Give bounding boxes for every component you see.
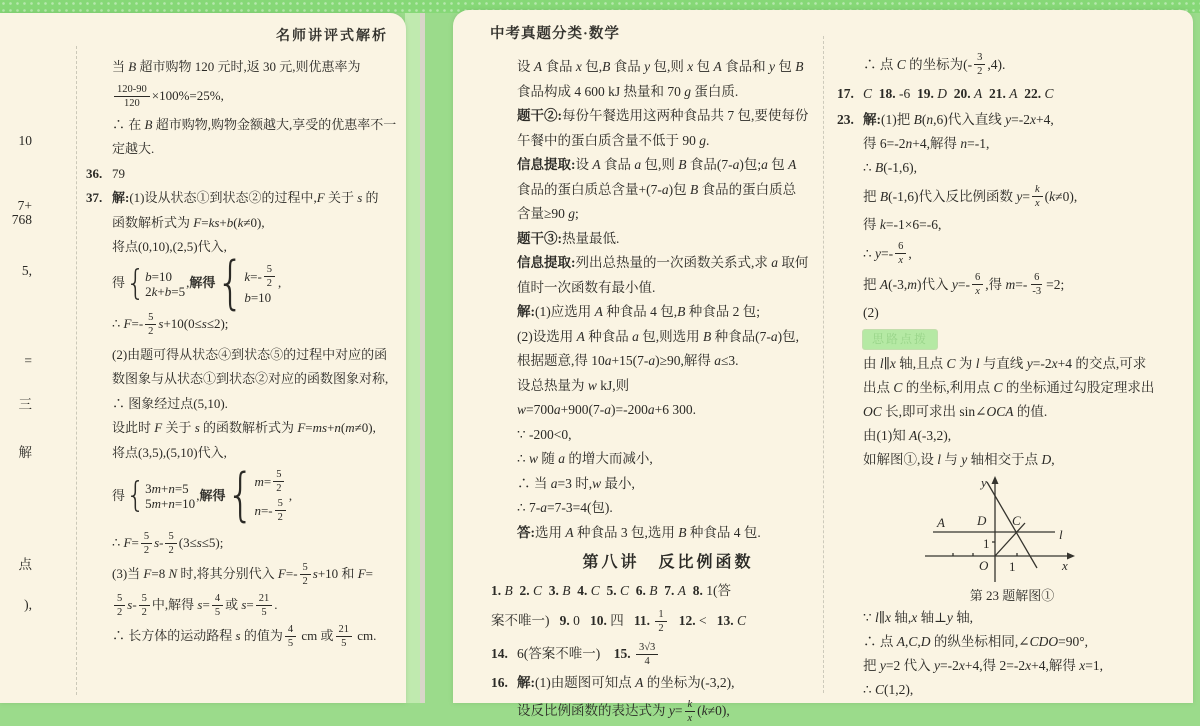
text-line: ∴ 图象经过点(5,10).	[112, 395, 228, 411]
text-line: 题干②: 每份午餐选用这两种食品共 7 包,要使每份	[517, 108, 809, 123]
text-line: 食品构成 4 600 kJ 热量和 70 g 蛋白质.	[517, 83, 739, 99]
x-axis-arrow	[1067, 553, 1075, 560]
margin-fragment: 解	[18, 445, 32, 460]
text-line: 23. 解: (1)把 B ( n ,6)代入直线 y =-2 x +4,	[837, 112, 1054, 127]
margin-fragment: 768	[11, 212, 32, 227]
margin-fragment: 7+	[17, 198, 32, 213]
text-line: 食品的蛋白质总含量+(7- a )包 B 食品的蛋白质总	[517, 181, 797, 197]
label-line-l: l	[1059, 527, 1063, 542]
label-x-axis: x	[1062, 558, 1068, 573]
text-line: ∴ 当 a =3 时, w 最小,	[517, 475, 635, 491]
text-line: 定越大.	[112, 141, 155, 156]
text-line: $\frac{5}{2}$ s - $\frac{5}{2}$ 中,解得 s = $\frac{4}{5}$ 或 s = $\frac{21}{5}$ .	[86, 591, 402, 620]
right-column	[837, 50, 1187, 702]
text-line: ∵ -200<0,	[517, 426, 572, 442]
label-point-D: D	[977, 513, 987, 528]
text-line: 题干③: 热量最低.	[517, 230, 620, 246]
right-page-header: 中考真题分类·数学	[490, 26, 620, 42]
text-line: 得 k =-1×6=-6,	[863, 217, 942, 232]
text-line: 案不唯一) 9. 0 10. 四 11. $\frac{1}{2}$ 12. < 13. C	[491, 608, 747, 634]
right-page	[453, 10, 1193, 724]
text-line: 1. B 2. C 3. B 4. C 5. C 6. B 7. A 8. 1(答	[491, 583, 732, 598]
text-line: ∵ l ∥ x 轴, x 轴⊥ y 轴,	[863, 610, 974, 625]
text-line: ∴ 在 B 超市购物,购物金额越大,享受的优惠率不一	[112, 116, 397, 132]
text-line: 信息提取: 设 A 食品 a 包,则 B 食品(7- a )包; a 包 A	[517, 157, 797, 172]
text-line: 14. 6(答案不唯一) 15. $\frac{3√3}{4}$	[491, 640, 845, 669]
label-origin: O	[979, 558, 989, 573]
text-line: 将点(3,5),(5,10)代入,	[112, 444, 227, 460]
text-line: 37. 解: (1)设从状态①到状态②的过程中, F 关于 s 的	[86, 190, 379, 205]
text-line: 得 6=-2 n +4,解得 n =-1,	[863, 136, 990, 151]
text-line: 函数解析式为 F = ks + b ( k ≠0),	[112, 214, 265, 230]
margin-fragment: 5,	[21, 263, 32, 278]
text-line: 出点 C 的坐标,利用点 C 的坐标通过勾股定理求出	[863, 380, 1155, 395]
margin-fragment: 10	[18, 133, 32, 148]
text-line: 设总热量为 w kJ ,则	[517, 377, 630, 393]
right-column-top-text	[837, 50, 1187, 325]
text-line: ∴ 长方体的运动路程 s 的值为 $\frac{4}{5}$ cm 或 $\frac{21}{5}$ cm .	[112, 624, 377, 649]
left-column-divider	[76, 46, 77, 695]
text-line: OC 长,即可求出 sin ∠ OCA 的值.	[863, 404, 1048, 419]
text-line: 信息提取: 列出总热量的一次函数关系式,求 a 取何	[517, 255, 809, 270]
text-line: 值时一次函数有最小值.	[517, 279, 656, 295]
page-spine-line	[420, 13, 425, 703]
text-line: $\frac{120-90}{120}$ ×100%=25%,	[86, 82, 402, 111]
text-line: 设反比例函数的表达式为 y = $\frac{k}{x}$ ( k ≠0),	[517, 699, 730, 724]
label-point-C: C	[1012, 513, 1021, 528]
text-line: ∴ 7- a =7-3=4(包).	[517, 500, 613, 515]
text-line: 16. 解: (1)由题图可知点 A 的坐标为(-3,2),	[491, 674, 735, 690]
text-line: 将点(0,10),(2,5)代入,	[112, 239, 227, 254]
text-line: 把 A (-3, m )代入 y =- $\frac{6}{x}$ ,得 m =- $\frac{6}{-3}$ =2;	[863, 272, 1065, 297]
text-line: 答: 选用 A 种食品 3 包,选用 B 种食品 4 包.	[517, 524, 761, 540]
text-line: 17. C 18. -6 19. D 20. A 21. A 22. C	[837, 86, 1054, 101]
spine-light-strip	[405, 13, 420, 703]
text-line: 由(1)知 A (-3,2),	[863, 428, 952, 443]
figure-23-coordinate-plot	[917, 474, 1107, 586]
section-heading: 第八讲 反比例函数	[582, 554, 754, 571]
strategy-badge-label: 思路点拨	[871, 332, 928, 346]
left-page-header: 名师讲评式解析	[276, 29, 388, 44]
label-y-1: 1	[983, 536, 990, 551]
text-line: ∴ B (-1,6),	[863, 160, 917, 175]
text-line: 36. 79	[86, 165, 125, 181]
margin-fragment: =	[24, 353, 32, 368]
text-line: (2)	[863, 305, 879, 320]
text-line: 根据题意,得 10 a +15(7- a )≥90,解得 a ≤3.	[517, 353, 739, 368]
text-line: 午餐中的蛋白质含量不低于 90 g .	[517, 132, 710, 148]
text-line: (3)当 F =8 N 时,将其分别代入 F =- $\frac{5}{2}$ s +10 和 F =	[112, 562, 373, 587]
figure-23-caption: 第 23 题解图①	[969, 588, 1055, 603]
middle-column	[491, 55, 845, 726]
text-line: 得 { b =10 2 k + b =5 , 解得 { k =- $\frac{5}{2}$ b =10 ,	[112, 249, 282, 316]
margin-fragment: ),	[24, 597, 32, 612]
figure-23-wrapper	[837, 474, 1187, 586]
right-column-bottom-text	[837, 606, 1187, 702]
text-line: ∴ y =- $\frac{6}{x}$ ,	[863, 241, 912, 266]
text-line: 由 l ∥ x 轴,且点 C 为 l 与直线 y =-2 x +4 的交点,可求	[863, 356, 1147, 371]
text-line: 当 B 超市购物 120 元时,返 30 元,则优惠率为	[112, 59, 361, 74]
left-margin-fragments	[0, 13, 36, 703]
left-page	[0, 13, 406, 703]
strategy-badge	[863, 330, 937, 349]
text-line: ∴ F = $\frac{5}{2}$ s - $\frac{5}{2}$ (3≤ s ≤5);	[112, 531, 224, 556]
text-line: 数图象与从状态①到状态②对应的函数图象对称,	[112, 371, 389, 386]
text-line: ∴ w 随 a 的增大而减小,	[517, 451, 653, 466]
text-line: 如解图①,设 l 与 y 轴相交于点 D ,	[863, 452, 1055, 467]
text-line: ∴ C (1,2),	[863, 682, 914, 697]
right-page-column-divider	[823, 36, 824, 693]
text-line: 含量≥90 g ;	[517, 206, 579, 221]
margin-fragment: 三	[18, 397, 32, 412]
text-line: (2)由题可得从状态④到状态⑤的过程中对应的函	[112, 346, 388, 362]
text-line: 设 A 食品 x 包, B 食品 y 包,则 x 包 A 食品和 y 包 B	[517, 59, 804, 74]
y-axis-arrow	[992, 476, 999, 484]
text-line: 把 y =2 代入 y =-2 x +4,得 2=-2 x +4,解得 x =1,	[863, 658, 1103, 673]
text-line: ∴ 点 C 的坐标为(- $\frac{3}{2}$ ,4).	[863, 52, 1006, 77]
margin-fragment: 点	[18, 557, 32, 572]
text-line: 把 B (-1,6)代入反比例函数 y = $\frac{k}{x}$ ( k ≠0),	[863, 184, 1078, 209]
label-y-axis: y	[981, 475, 987, 490]
label-point-A: A	[937, 515, 945, 530]
left-column	[86, 55, 402, 651]
text-line: 设此时 F 关于 s 的函数解析式为 F = ms + n ( m ≠0),	[112, 420, 376, 435]
label-x-1: 1	[1009, 559, 1016, 574]
right-column-strategy-text	[837, 352, 1187, 472]
text-line: ∴ F =- $\frac{5}{2}$ s +10(0≤ s ≤2);	[112, 311, 229, 337]
text-line: (2)设选用 A 种食品 a 包,则选用 B 种食品(7- a )包,	[517, 328, 799, 344]
text-line: ∴ 点 A , C , D 的纵坐标相同,∠ CDO =90°,	[863, 634, 1088, 649]
text-line: 得 { 3 m + n =5 5 m + n =10 , 解得 { m = $\frac{5}{2}$ n =- $\frac{5}{2}$ ,	[112, 462, 293, 529]
text-line: w =700 a +900(7- a )=-200 a +6 300.	[517, 402, 696, 417]
text-line: 解: (1)应选用 A 种食品 4 包, B 种食品 2 包;	[517, 304, 761, 319]
